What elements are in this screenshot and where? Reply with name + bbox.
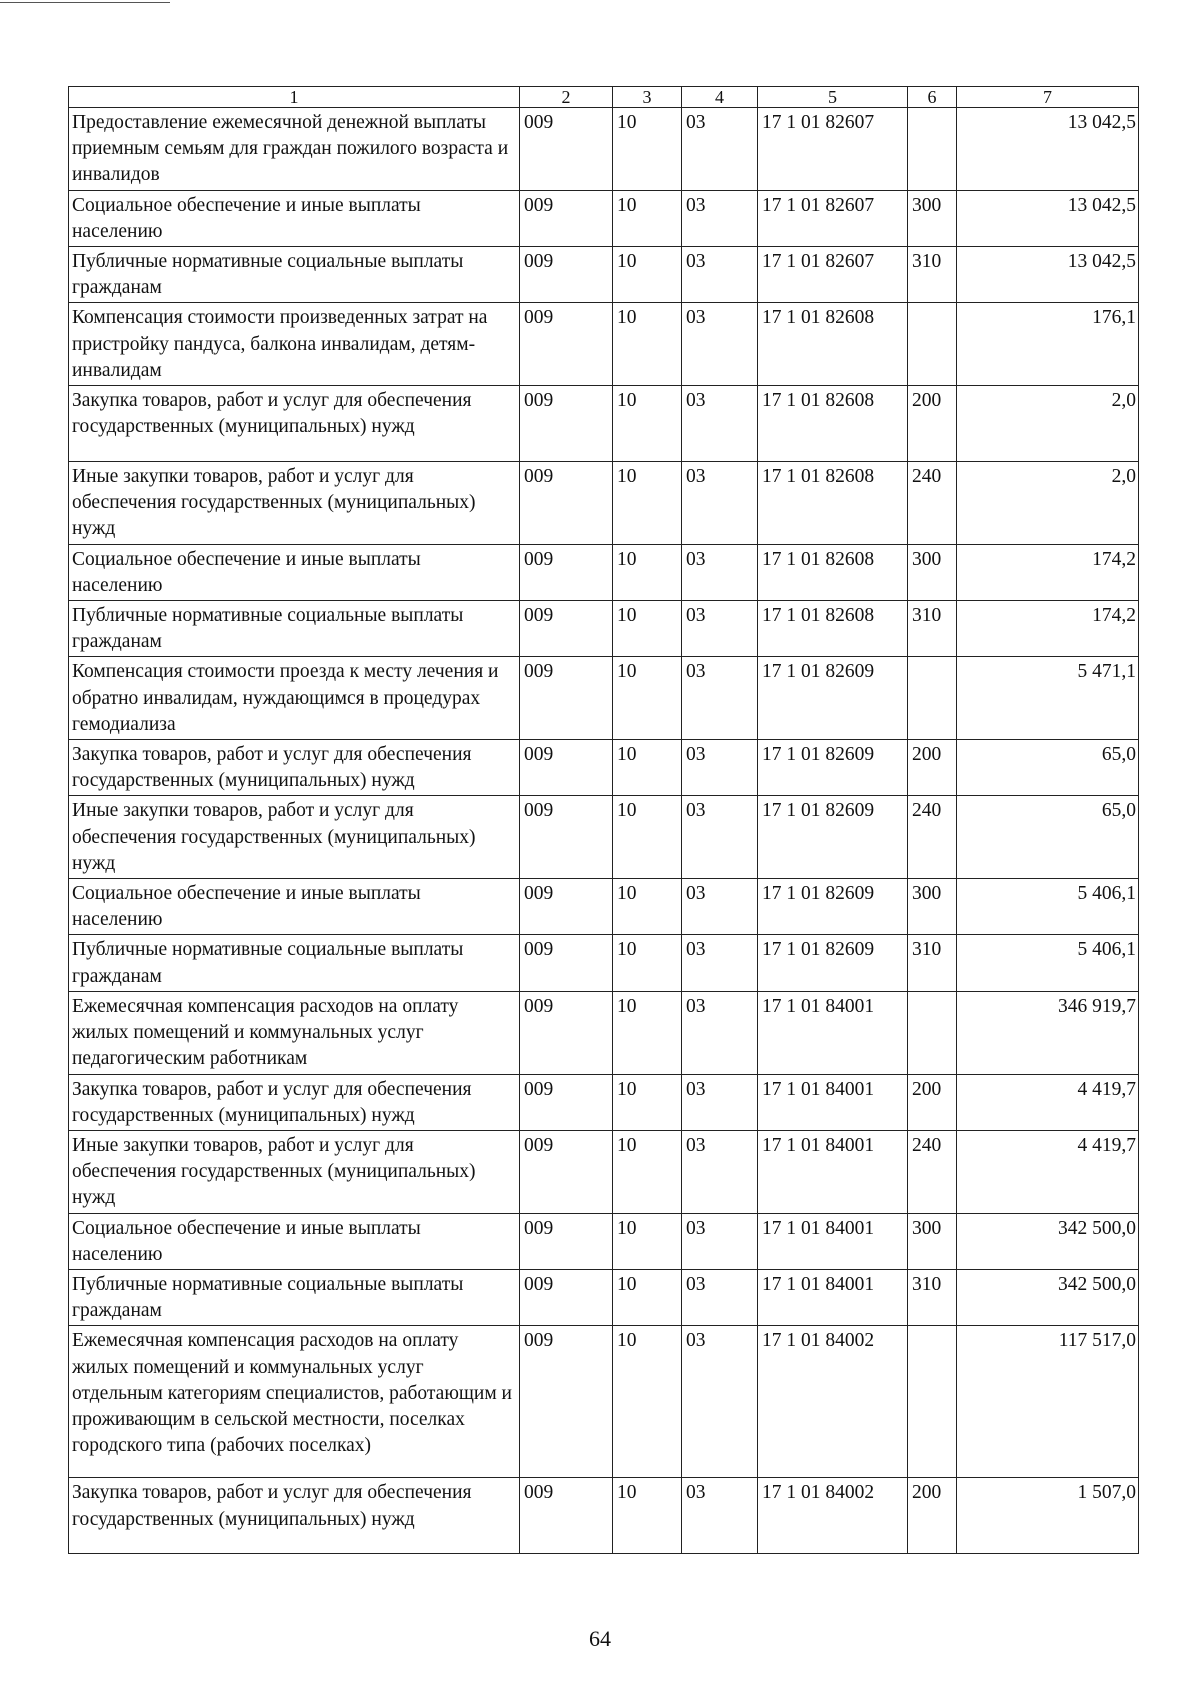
table-row (69, 386, 1139, 462)
row-name: Ежемесячная компенсация расходов на оплату жилых помещений и коммунальных услуг отдельным категориям специалистов, работающим и проживающим в сельской местности, поселках городского типа (рабочих поселках) (69, 1326, 520, 1478)
row-code-3: 10 (613, 303, 682, 386)
row-name: Публичные нормативные социальные выплаты гражданам (69, 1269, 520, 1325)
row-code-2: 009 (520, 657, 613, 740)
row-code-4: 03 (682, 991, 758, 1074)
table-row (69, 1213, 1139, 1269)
row-code-6: 200 (908, 1478, 957, 1554)
row-name: Предоставление ежемесячной денежной выплаты приемным семьям для граждан пожилого возраста и инвалидов (69, 108, 520, 191)
row-code-5: 17 1 01 82608 (758, 601, 908, 657)
row-amount: 5 406,1 (957, 935, 1139, 991)
row-code-4: 03 (682, 1326, 758, 1478)
row-amount: 346 919,7 (957, 991, 1139, 1074)
row-code-3: 10 (613, 1213, 682, 1269)
table-row (69, 247, 1139, 303)
row-name: Компенсация стоимости проезда к месту лечения и обратно инвалидам, нуждающимся в процедурах гемодиализа (69, 657, 520, 740)
table-row (69, 935, 1139, 991)
row-code-5: 17 1 01 82607 (758, 108, 908, 191)
row-code-6 (908, 303, 957, 386)
row-code-5: 17 1 01 82608 (758, 386, 908, 462)
row-amount: 117 517,0 (957, 1326, 1139, 1478)
row-code-4: 03 (682, 108, 758, 191)
row-code-2: 009 (520, 1478, 613, 1554)
column-header: 7 (957, 87, 1139, 108)
row-code-6: 200 (908, 386, 957, 462)
row-code-2: 009 (520, 1130, 613, 1213)
row-code-5: 17 1 01 84001 (758, 991, 908, 1074)
column-header: 2 (520, 87, 613, 108)
row-code-3: 10 (613, 247, 682, 303)
row-code-4: 03 (682, 1478, 758, 1554)
row-code-6: 200 (908, 1074, 957, 1130)
row-code-4: 03 (682, 657, 758, 740)
table-row (69, 544, 1139, 600)
row-code-6 (908, 991, 957, 1074)
row-code-2: 009 (520, 462, 613, 545)
row-amount: 1 507,0 (957, 1478, 1139, 1554)
row-code-4: 03 (682, 303, 758, 386)
row-code-5: 17 1 01 84001 (758, 1213, 908, 1269)
row-code-3: 10 (613, 1326, 682, 1478)
row-code-2: 009 (520, 601, 613, 657)
table-row (69, 740, 1139, 796)
row-name: Ежемесячная компенсация расходов на оплату жилых помещений и коммунальных услуг педагогическим работникам (69, 991, 520, 1074)
row-code-5: 17 1 01 82609 (758, 935, 908, 991)
row-amount: 13 042,5 (957, 190, 1139, 246)
table-row (69, 462, 1139, 545)
table-row (69, 601, 1139, 657)
row-code-4: 03 (682, 796, 758, 879)
row-code-6 (908, 108, 957, 191)
row-code-6 (908, 1326, 957, 1478)
row-code-4: 03 (682, 544, 758, 600)
row-code-5: 17 1 01 84001 (758, 1074, 908, 1130)
row-code-5: 17 1 01 82607 (758, 247, 908, 303)
row-code-3: 10 (613, 108, 682, 191)
row-code-2: 009 (520, 740, 613, 796)
row-code-6: 300 (908, 879, 957, 935)
row-code-3: 10 (613, 935, 682, 991)
row-code-2: 009 (520, 991, 613, 1074)
row-code-3: 10 (613, 1478, 682, 1554)
table-row (69, 879, 1139, 935)
row-name: Иные закупки товаров, работ и услуг для обеспечения государственных (муниципальных) нужд (69, 1130, 520, 1213)
row-code-6: 310 (908, 601, 957, 657)
row-code-3: 10 (613, 991, 682, 1074)
row-code-2: 009 (520, 544, 613, 600)
row-code-6: 300 (908, 1213, 957, 1269)
row-name: Закупка товаров, работ и услуг для обеспечения государственных (муниципальных) нужд (69, 1478, 520, 1554)
row-code-6: 240 (908, 796, 957, 879)
row-name: Компенсация стоимости произведенных затрат на пристройку пандуса, балкона инвалидам, детям-инвалидам (69, 303, 520, 386)
row-code-5: 17 1 01 82609 (758, 657, 908, 740)
row-code-6: 240 (908, 462, 957, 545)
row-code-4: 03 (682, 1130, 758, 1213)
row-code-2: 009 (520, 303, 613, 386)
scan-edge-line (0, 2, 170, 3)
row-amount: 342 500,0 (957, 1269, 1139, 1325)
table-row (69, 303, 1139, 386)
row-code-4: 03 (682, 1213, 758, 1269)
row-name: Публичные нормативные социальные выплаты гражданам (69, 601, 520, 657)
row-name: Закупка товаров, работ и услуг для обеспечения государственных (муниципальных) нужд (69, 740, 520, 796)
row-code-5: 17 1 01 82608 (758, 303, 908, 386)
table-header-row (69, 87, 1139, 108)
row-amount: 5 406,1 (957, 879, 1139, 935)
row-code-3: 10 (613, 657, 682, 740)
row-amount: 176,1 (957, 303, 1139, 386)
row-code-4: 03 (682, 247, 758, 303)
row-amount: 13 042,5 (957, 247, 1139, 303)
column-header: 6 (908, 87, 957, 108)
table-row (69, 1130, 1139, 1213)
table-row (69, 1074, 1139, 1130)
row-code-5: 17 1 01 84001 (758, 1269, 908, 1325)
row-amount: 174,2 (957, 544, 1139, 600)
column-header: 3 (613, 87, 682, 108)
row-code-3: 10 (613, 190, 682, 246)
budget-table (68, 86, 1139, 1554)
row-code-5: 17 1 01 82607 (758, 190, 908, 246)
page-number: 64 (589, 1626, 611, 1651)
row-code-2: 009 (520, 386, 613, 462)
column-header: 1 (69, 87, 520, 108)
column-header: 4 (682, 87, 758, 108)
row-code-2: 009 (520, 879, 613, 935)
row-code-6: 300 (908, 190, 957, 246)
row-code-3: 10 (613, 1130, 682, 1213)
row-name: Социальное обеспечение и иные выплаты населению (69, 1213, 520, 1269)
row-code-2: 009 (520, 1074, 613, 1130)
row-code-3: 10 (613, 796, 682, 879)
table-row (69, 991, 1139, 1074)
row-amount: 13 042,5 (957, 108, 1139, 191)
row-code-6: 310 (908, 1269, 957, 1325)
row-code-5: 17 1 01 82608 (758, 462, 908, 545)
row-name: Публичные нормативные социальные выплаты гражданам (69, 247, 520, 303)
row-amount: 4 419,7 (957, 1074, 1139, 1130)
row-amount: 4 419,7 (957, 1130, 1139, 1213)
table-row (69, 1269, 1139, 1325)
row-code-4: 03 (682, 740, 758, 796)
row-code-3: 10 (613, 462, 682, 545)
row-code-6: 300 (908, 544, 957, 600)
row-code-3: 10 (613, 601, 682, 657)
row-name: Иные закупки товаров, работ и услуг для обеспечения государственных (муниципальных) нужд (69, 462, 520, 545)
row-code-6: 240 (908, 1130, 957, 1213)
row-code-5: 17 1 01 82608 (758, 544, 908, 600)
row-name: Закупка товаров, работ и услуг для обеспечения государственных (муниципальных) нужд (69, 1074, 520, 1130)
table-row (69, 657, 1139, 740)
row-code-5: 17 1 01 82609 (758, 879, 908, 935)
row-code-6: 310 (908, 247, 957, 303)
row-code-4: 03 (682, 935, 758, 991)
row-code-6: 200 (908, 740, 957, 796)
row-code-3: 10 (613, 879, 682, 935)
row-amount: 2,0 (957, 386, 1139, 462)
row-name: Иные закупки товаров, работ и услуг для обеспечения государственных (муниципальных) нужд (69, 796, 520, 879)
row-amount: 342 500,0 (957, 1213, 1139, 1269)
row-name: Закупка товаров, работ и услуг для обеспечения государственных (муниципальных) нужд (69, 386, 520, 462)
row-code-5: 17 1 01 82609 (758, 796, 908, 879)
row-code-6 (908, 657, 957, 740)
row-code-2: 009 (520, 1326, 613, 1478)
row-code-5: 17 1 01 82609 (758, 740, 908, 796)
row-amount: 5 471,1 (957, 657, 1139, 740)
row-code-6: 310 (908, 935, 957, 991)
row-code-4: 03 (682, 190, 758, 246)
row-code-2: 009 (520, 796, 613, 879)
row-code-3: 10 (613, 386, 682, 462)
row-code-4: 03 (682, 601, 758, 657)
row-code-2: 009 (520, 108, 613, 191)
row-name: Социальное обеспечение и иные выплаты населению (69, 879, 520, 935)
row-code-2: 009 (520, 935, 613, 991)
table-row (69, 1326, 1139, 1478)
row-name: Социальное обеспечение и иные выплаты населению (69, 190, 520, 246)
row-code-2: 009 (520, 247, 613, 303)
table-row (69, 108, 1139, 191)
row-code-3: 10 (613, 544, 682, 600)
row-code-4: 03 (682, 462, 758, 545)
row-code-5: 17 1 01 84001 (758, 1130, 908, 1213)
table-row (69, 190, 1139, 246)
row-code-4: 03 (682, 1074, 758, 1130)
row-code-3: 10 (613, 1074, 682, 1130)
row-amount: 65,0 (957, 796, 1139, 879)
row-code-4: 03 (682, 879, 758, 935)
column-header: 5 (758, 87, 908, 108)
row-code-3: 10 (613, 1269, 682, 1325)
row-name: Социальное обеспечение и иные выплаты населению (69, 544, 520, 600)
row-code-4: 03 (682, 386, 758, 462)
row-code-4: 03 (682, 1269, 758, 1325)
table-row (69, 1478, 1139, 1554)
row-code-2: 009 (520, 1213, 613, 1269)
row-amount: 2,0 (957, 462, 1139, 545)
row-amount: 65,0 (957, 740, 1139, 796)
row-code-5: 17 1 01 84002 (758, 1478, 908, 1554)
row-code-2: 009 (520, 1269, 613, 1325)
row-name: Публичные нормативные социальные выплаты гражданам (69, 935, 520, 991)
row-code-5: 17 1 01 84002 (758, 1326, 908, 1478)
table-row (69, 796, 1139, 879)
row-code-3: 10 (613, 740, 682, 796)
row-amount: 174,2 (957, 601, 1139, 657)
table-body (69, 87, 1139, 1554)
row-code-2: 009 (520, 190, 613, 246)
